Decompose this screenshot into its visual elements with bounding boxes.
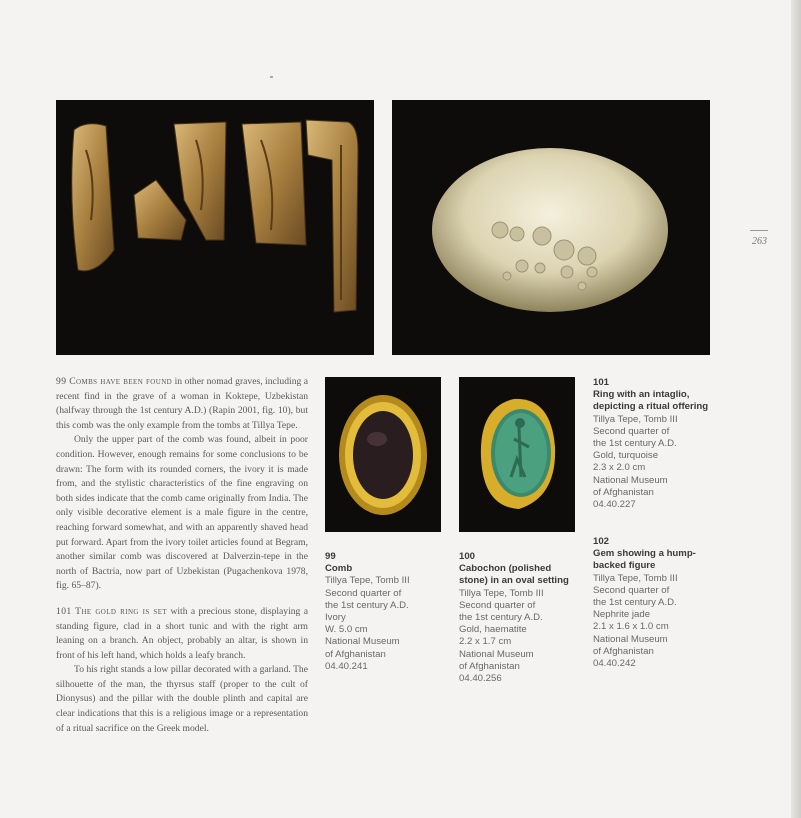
caption-102 [593, 536, 713, 670]
caption-102-line: 04.40.242 [593, 658, 636, 670]
caption-100-line: Gold, haematite [459, 624, 527, 636]
comb-fragments-illustration [56, 100, 374, 355]
cabochon-ring-photo [325, 377, 441, 532]
caption-102-line: of Afghanistan [593, 645, 654, 657]
intaglio-ring-illustration [459, 377, 575, 532]
caption-101 [593, 377, 713, 511]
caption-100-line: National Museum [459, 648, 534, 660]
lead-101: 101 The gold ring is set [56, 605, 168, 617]
lead-99: 99 Combs have been found [56, 376, 173, 387]
caption-99-line: the 1st century A.D. [325, 599, 409, 611]
caption-99-line: Second quarter of [325, 587, 402, 599]
paragraph-pillar: To his right stands a low pillar decorated with a garland. The silhouette of the man, the thyrsus staff (proper to the cult of Dionysus) and the pillar with the double plinth and capital are clear indications that this is a religious image or a representation of a ritual sacrifice on the Greek model. [56, 664, 308, 734]
page-edge [791, 0, 801, 818]
caption-102-line: Tillya Tepe, Tomb III [593, 572, 678, 584]
caption-101-number: 101 [593, 377, 610, 388]
caption-101-line: National Museum [593, 474, 668, 486]
print-mark [270, 76, 273, 78]
jade-gem-illustration [392, 100, 710, 355]
caption-101-line: Tillya Tepe, Tomb III [593, 413, 678, 425]
caption-99-line: National Museum [325, 636, 400, 648]
caption-102-title: Gem showing a hump-backed figure [593, 548, 696, 572]
paragraph-101-text: with a precious stone, displaying a standing figure, clad in a short tunic and with the right arm leaning on a branch. An object, probably an altar, is shown in front of his left hand, which holds a leafy branch. [56, 605, 308, 661]
caption-101-line: 04.40.227 [593, 499, 636, 511]
paragraph-comb-detail: Only the upper part of the comb was found, albeit in poor condition. However, enough remains for some conclusions to be drawn: The form with its rounded corners, the ivory it is made from, and the stylistic characteristics of the fine engraving on both sides indicate that the comb came originally from India. The only visible decorative element is a male figure in the centre, reaching forward somewhat, and with an apparently shaved head put forward. Apart from the ivory toilet articles found at Begram, another similar comb was discovered at Dalverzin-tepe in the north of Bactria, now part of Uzbekistan (Pugachenkova 1978, fig. 65–87). [56, 434, 308, 592]
caption-100-line: Tillya Tepe, Tomb III [459, 587, 544, 599]
caption-102-line: 2.1 x 1.6 x 1.0 cm [593, 621, 669, 633]
caption-100-title: Cabochon (polished stone) in an oval setting [459, 563, 569, 587]
caption-101-title: Ring with an intaglio, depicting a ritual offering [593, 389, 709, 413]
caption-102-line: Second quarter of [593, 584, 670, 596]
caption-99-line: W. 5.0 cm [325, 624, 368, 636]
caption-99-number: 99 [325, 551, 336, 562]
caption-101-line: Gold, turquoise [593, 450, 659, 462]
caption-99-line: Ivory [325, 612, 346, 624]
intaglio-ring-photo [459, 377, 575, 532]
paragraph-99-text: in other nomad graves, including a recent find in the grave of a woman in Koktepe, Uzbekistan (halfway through the 1st century A.D.) (Rapin 2001, fig. 10), but this comb was the only example from the tombs at Tillya Tepe. [56, 376, 308, 431]
caption-100-line: the 1st century A.D. [459, 612, 543, 624]
caption-100-line: 04.40.256 [459, 673, 502, 685]
caption-99 [325, 551, 445, 673]
caption-100-line: of Afghanistan [459, 660, 520, 672]
caption-102-line: National Museum [593, 633, 668, 645]
body-text [56, 375, 308, 736]
caption-100-line: Second quarter of [459, 599, 536, 611]
caption-102-line: the 1st century A.D. [593, 597, 677, 609]
comb-fragments-photo [56, 100, 374, 355]
caption-101-line: Second quarter of [593, 425, 670, 437]
caption-99-line: 04.40.241 [325, 660, 368, 672]
paragraph-101 [56, 605, 308, 663]
page-number: 263 [752, 236, 767, 247]
caption-99-line: of Afghanistan [325, 648, 386, 660]
cabochon-ring-illustration [325, 377, 441, 532]
caption-101-line: of Afghanistan [593, 486, 654, 498]
caption-102-line: Nephrite jade [593, 609, 651, 621]
caption-100-line: 2.2 x 1.7 cm [459, 636, 512, 648]
caption-101-line: 2.3 x 2.0 cm [593, 462, 646, 474]
caption-100-number: 100 [459, 551, 476, 562]
paragraph-99 [56, 375, 308, 433]
caption-99-line: Tillya Tepe, Tomb III [325, 575, 410, 587]
caption-100 [459, 551, 581, 685]
page-number-rule [750, 230, 768, 231]
gem-hump-backed-figure-photo [392, 100, 710, 355]
caption-99-title: Comb [325, 563, 353, 575]
caption-102-number: 102 [593, 536, 610, 547]
caption-101-line: the 1st century A.D. [593, 438, 677, 450]
